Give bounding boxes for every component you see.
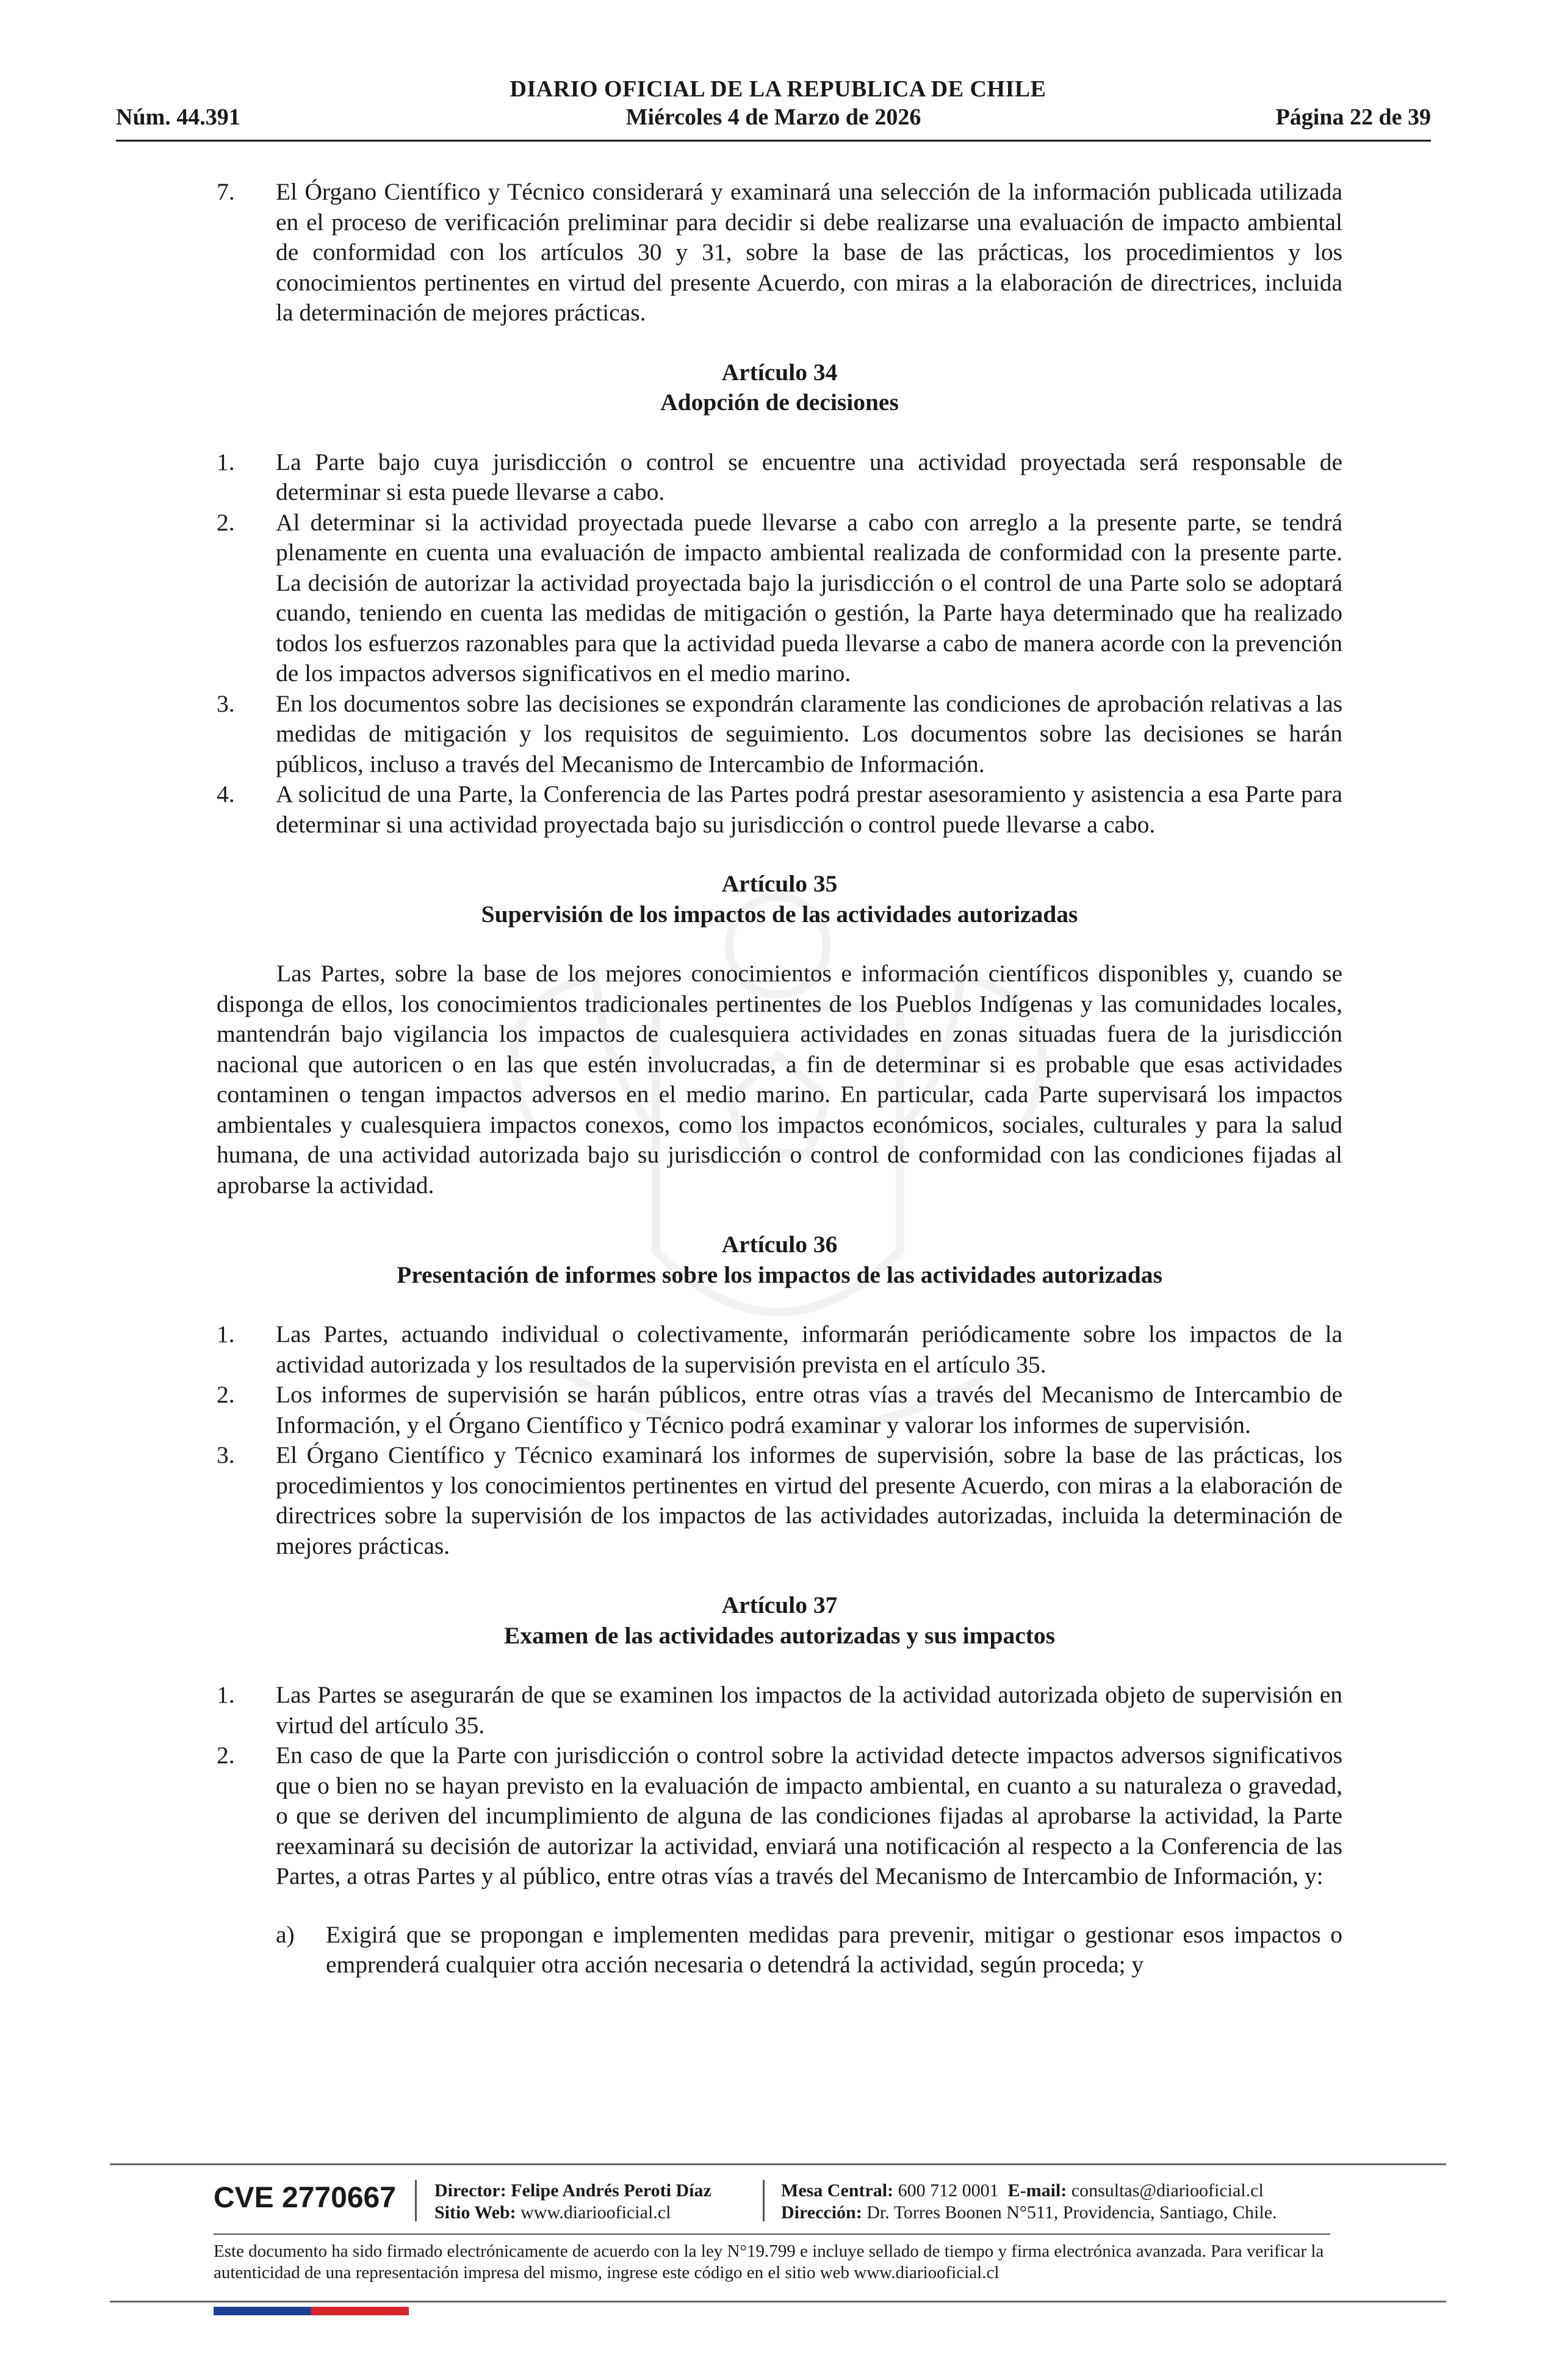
address-label: Dirección: [781, 2202, 862, 2223]
item-letter: a) [276, 1920, 295, 1948]
director-name: Felipe Andrés Peroti Díaz [511, 2180, 711, 2201]
flag-stripe-red [311, 2307, 409, 2315]
signature-notice: Este documento ha sido firmado electrónicamente de acuerdo con la ley N°19.799 e incluye sellado de tiempo y firma electrónica avanzada. Para verificar la autenticidad de una representación impresa del mismo, ingrese este código en el sitio web www.diariooficial.cl [214, 2241, 1324, 2282]
list-item [217, 1680, 1342, 1740]
email-label: E-mail: [1007, 2180, 1067, 2201]
footer-director-block [434, 2180, 711, 2224]
list-item [217, 447, 1342, 508]
item-number: 7. [217, 178, 235, 205]
article-heading: Artículo 34 [721, 358, 838, 386]
item-number: 4. [217, 781, 235, 807]
article-paragraph: Las Partes, sobre la base de los mejores conocimientos e información científicos disponibles y, cuando se disponga de ellos, los conocimientos tradicionales pertinentes de los Pueblos Indígenas y las comunidades locales, mantendrán bajo vigilancia los impactos de cualesquiera actividades en zonas situadas fuera de la jurisdicción nacional que autoricen o en las que estén involucradas, a fin de determinar si es probable que esas actividades contaminen o tengan impactos adversos en el medio marino. En particular, cada Parte supervisará los impactos ambientales y cualesquiera impactos conexos, como los impactos económicos, sociales, culturales y para la salud humana, de una actividad autorizada bajo su jurisdicción o control de conformidad con las condiciones fijadas al aprobarse la actividad. [217, 960, 1342, 1199]
phone-label: Mesa Central: [781, 2180, 894, 2201]
article-heading: Artículo 36 [721, 1231, 838, 1258]
list-item [217, 1380, 1342, 1440]
article-heading: Artículo 37 [721, 1592, 838, 1618]
item-number: 3. [217, 1441, 235, 1468]
sub-list-item [276, 1920, 1342, 1980]
item-number: 3. [217, 690, 235, 717]
item-number: 1. [217, 448, 235, 475]
article-title: Supervisión de los impactos de las actividades autorizadas [481, 900, 1078, 928]
issue-number: Núm. 44.391 [116, 104, 240, 130]
document-body [217, 177, 1342, 1980]
item-number: 2. [217, 1381, 235, 1408]
flag-stripe-blue [214, 2307, 311, 2315]
item-text: En los documentos sobre las decisiones se expondrán claramente las condiciones de aprobación relativas a las medidas de mitigación y los requisitos de seguimiento. Los documentos sobre las decisiones se harán públicos, incluso a través del Mecanismo de Intercambio de Información. [276, 690, 1342, 777]
item-text: En caso de que la Parte con jurisdicción o control sobre la actividad detecte impactos adversos significativos que o bien no se hayan previsto en la evaluación de impacto ambiental, en cuanto a su naturaleza o gravedad, o que se deriven del incumplimiento de alguna de las condiciones fijadas al aprobarse la actividad, la Parte reexaminará su decisión de autorizar la actividad, enviará una notificación al respecto a la Conferencia de las Partes, a otras Partes y al público, entre otras vías a través del Mecanismo de Intercambio de Información, y: [276, 1742, 1342, 1889]
item-text: Las Partes se asegurarán de que se examinen los impactos de la actividad autorizada objeto de supervisión en virtud del artículo 35. [276, 1681, 1342, 1739]
article-title: Examen de las actividades autorizadas y sus impactos [503, 1621, 1056, 1649]
item-text: El Órgano Científico y Técnico examinará los informes de supervisión, sobre la base de las prácticas, los procedimientos y los conocimientos pertinentes en virtud del presente Acuerdo, con miras a la elaboración de directrices sobre la supervisión de los impactos de las actividades autorizadas, incluida la determinación de mejores prácticas. [276, 1441, 1342, 1559]
item-text: A solicitud de una Parte, la Conferencia de las Partes podrá prestar asesoramiento y asistencia a esa Parte para determinar si una actividad proyectada bajo su jurisdicción o control puede llevarse a cabo. [276, 781, 1342, 838]
item-number: 2. [217, 1742, 235, 1769]
article-heading: Artículo 35 [721, 870, 838, 897]
phone-number: 600 712 0001 [898, 2180, 999, 2201]
cve-code: CVE 2770667 [214, 2182, 396, 2214]
item-text: Al determinar si la actividad proyectada puede llevarse a cabo con arreglo a la presente parte, se tendrá plenamente en cuenta una evaluación de impacto ambiental realizada de conformidad con la presente parte. La decisión de autorizar la actividad proyectada bajo la jurisdicción o el control de una Parte solo se adoptará cuando, teniendo en cuenta las medidas de mitigación o gestión, la Parte haya determinado que ha realizado todos los esfuerzos razonables para que la actividad pueda llevarse a cabo de manera acorde con la prevención de los impactos adversos significativos en el medio marino. [276, 508, 1342, 687]
page-number: Página 22 de 39 [1275, 104, 1431, 130]
email-link[interactable]: consultas@diariooficial.cl [1071, 2180, 1264, 2201]
item-text: El Órgano Científico y Técnico considerará y examinará una selección de la información publicada utilizada en el proceso de verificación preliminar para decidir si debe realizarse una evaluación de impacto ambiental de conformidad con los artículos 30 y 31, sobre la base de las prácticas, los procedimientos y los conocimientos pertinentes en virtud del presente Acuerdo, con miras a la elaboración de directrices, incluida la determinación de mejores prácticas. [276, 178, 1342, 326]
item-text: La Parte bajo cuya jurisdicción o control se encuentre una actividad proyectada será responsable de determinar si esta puede llevarse a cabo. [276, 448, 1342, 505]
list-item [217, 1319, 1342, 1380]
issue-date: Miércoles 4 de Marzo de 2026 [625, 104, 921, 130]
footer-bottom-divider [110, 2301, 1446, 2302]
list-item [217, 1740, 1342, 1892]
list-item [217, 177, 1342, 328]
web-link[interactable]: www.diariooficial.cl [520, 2202, 671, 2223]
web-label: Sitio Web: [434, 2202, 516, 2223]
list-item [217, 508, 1342, 689]
footer-note-divider [214, 2234, 1330, 2235]
item-text: Las Partes, actuando individual o colectivamente, informarán periódicamente sobre los impactos de la actividad autorizada y los resultados de la supervisión prevista en el artículo 35. [276, 1321, 1342, 1378]
list-item [217, 1440, 1342, 1561]
item-number: 1. [217, 1681, 235, 1708]
footer-separator [763, 2180, 765, 2221]
footer-divider [110, 2163, 1446, 2165]
article-title: Adopción de decisiones [660, 389, 899, 416]
item-number: 1. [217, 1321, 235, 1347]
list-item [217, 779, 1342, 840]
list-item [217, 689, 1342, 780]
item-number: 2. [217, 508, 235, 536]
item-text: Exigirá que se propongan e implementen medidas para prevenir, mitigar o gestionar esos impactos o emprenderá cualquier otra acción necesaria o detendrá la actividad, según proceda; y [326, 1920, 1342, 1978]
director-label: Director: [434, 2180, 506, 2201]
header-divider [116, 140, 1431, 142]
footer-contact-block [781, 2180, 1277, 2224]
newspaper-title: DIARIO OFICIAL DE LA REPUBLICA DE CHILE [510, 76, 1046, 102]
item-text: Los informes de supervisión se harán públicos, entre otras vías a través del Mecanismo de Intercambio de Información, y el Órgano Científico y Técnico podrá examinar y valorar los informes de supervisión. [276, 1381, 1342, 1438]
address-text: Dr. Torres Boonen N°511, Providencia, Santiago, Chile. [866, 2202, 1277, 2223]
article-title: Presentación de informes sobre los impactos de las actividades autorizadas [397, 1261, 1162, 1288]
header-row [116, 104, 1431, 133]
footer-separator [415, 2180, 417, 2221]
